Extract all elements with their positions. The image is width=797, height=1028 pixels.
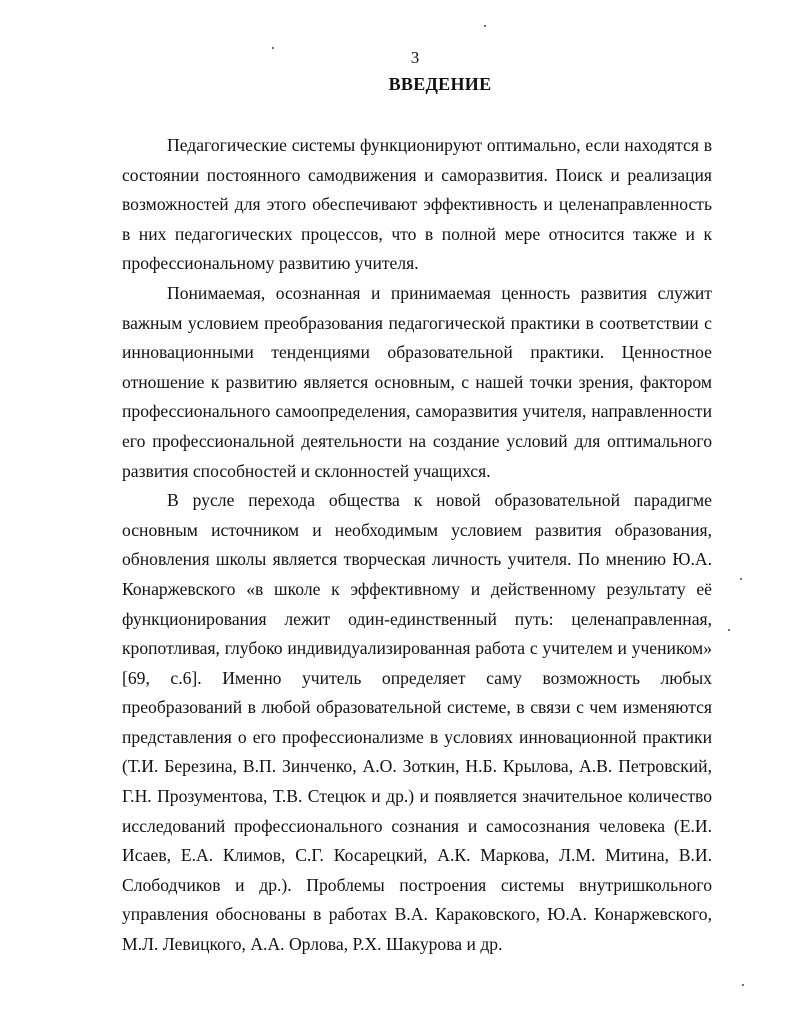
body-text: [122, 131, 712, 960]
scan-speck: [272, 47, 274, 49]
scan-speck: [728, 629, 730, 631]
paragraph-3: В русле перехода общества к новой образовательной парадигме основным источником и необходимым условием развития образования, обновления школы является творческая личность учителя. По мнению Ю.А. Конаржевского «в школе к эффективному и действенному результату её функционирования лежит один-единственный путь: целенаправленная, кропотливая, глубоко индивидуализированная работа с учителем и учеником» [69, с.6]. Именно учитель определяет саму возможность любых преобразований в любой образовательной системе, в связи с чем изменяются представления о его профессионализме в условиях инновационной практики (Т.И. Березина, В.П. Зинченко, А.О. Зоткин, Н.Б. Крылова, А.В. Петровский, Г.Н. Прозументова, Т.В. Стецюк и др.) и появляется значительное количество исследований профессионального сознания и самосознания человека (Е.И. Исаев, Е.А. Климов, С.Г. Косарецкий, А.К. Маркова, Л.М. Митина, В.И. Слободчиков и др.). Проблемы построения системы внутришкольного управления обоснованы в работах В.А. Караковского, Ю.А. Конаржевского, М.Л. Левицкого, А.А. Орлова, Р.Х. Шакурова и др.: [122, 490, 712, 955]
scan-speck: [484, 25, 486, 27]
paragraph-2: Понимаемая, осознанная и принимаемая ценность развития служит важным условием преобразования педагогической практики в соответствии с инновационными тенденциями образовательной практики. Ценностное отношение к развитию является основным, с нашей точки зрения, фактором профессионального самоопределения, саморазвития учителя, направленности его профессиональной деятельности на создание условий для оптимального развития способностей и склонностей учащихся.: [122, 282, 712, 481]
scan-speck: [742, 984, 744, 986]
section-heading: ВВЕДЕНИЕ: [388, 74, 492, 94]
paragraph-1: Педагогические системы функционируют оптимально, если находятся в состоянии постоянного самодвижения и саморазвития. Поиск и реализация возможностей для этого обеспечивают эффективность и целенаправленность в них педагогических процессов, что в полной мере относится также и к профессиональному развитию учителя.: [122, 135, 712, 274]
scan-speck: [740, 578, 742, 580]
page-number: 3: [410, 48, 420, 67]
